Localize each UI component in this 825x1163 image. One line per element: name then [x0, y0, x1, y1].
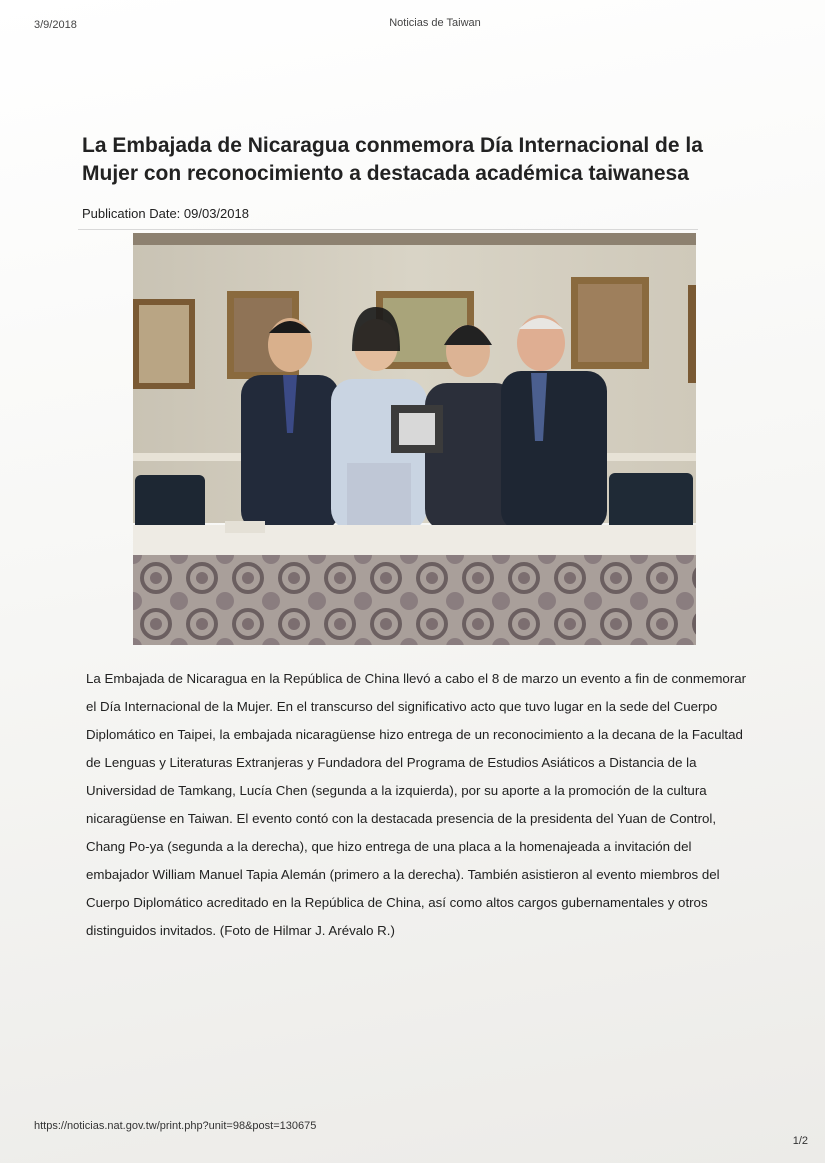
- article-title: La Embajada de Nicaragua conmemora Día Internacional de la Mujer con reconocimiento a destacada académica taiwanesa: [82, 134, 703, 185]
- print-date: 3/9/2018: [34, 19, 77, 31]
- event-photo: [133, 233, 696, 645]
- footer-url: https://noticias.nat.gov.tw/print.php?unit=98&post=130675: [34, 1120, 317, 1132]
- article-body: La Embajada de Nicaragua en la República de China llevó a cabo el 8 de marzo un evento a fin de conmemorar el Día Internacional de la Mujer. En el transcurso del significativo acto que tuvo lugar en la sede del Cuerpo Diplomático en Taipei, la embajada nicaragüense hizo entrega de un reconocimiento a la decana de la Facultad de Lenguas y Literaturas Extranjeras y Fundadora del Programa de Estudios Asiáticos a Distancia de la Universidad de Tamkang, Lucía Chen (segunda a la izquierda), por su aporte a la promoción de la cultura nicaragüense en Taiwan. El evento contó con la destacada presencia de la presidenta del Yuan de Control, Chang Po-ya (segunda a la derecha), que hizo entrega de una placa a la homenajeada a invitación del embajador William Manuel Tapia Alemán (primero a la derecha). También asistieron al evento miembros del Cuerpo Diplomático acreditado en la República de China, así como altos cargos gubernamentales y otros distinguidos invitados. (Foto de Hilmar J. Arévalo R.): [86, 671, 747, 938]
- page-number: 1/2: [792, 1135, 808, 1147]
- title-divider: [78, 229, 698, 230]
- print-site-title: Noticias de Taiwan: [389, 17, 481, 29]
- publication-date: Publication Date: 09/03/2018: [82, 206, 249, 221]
